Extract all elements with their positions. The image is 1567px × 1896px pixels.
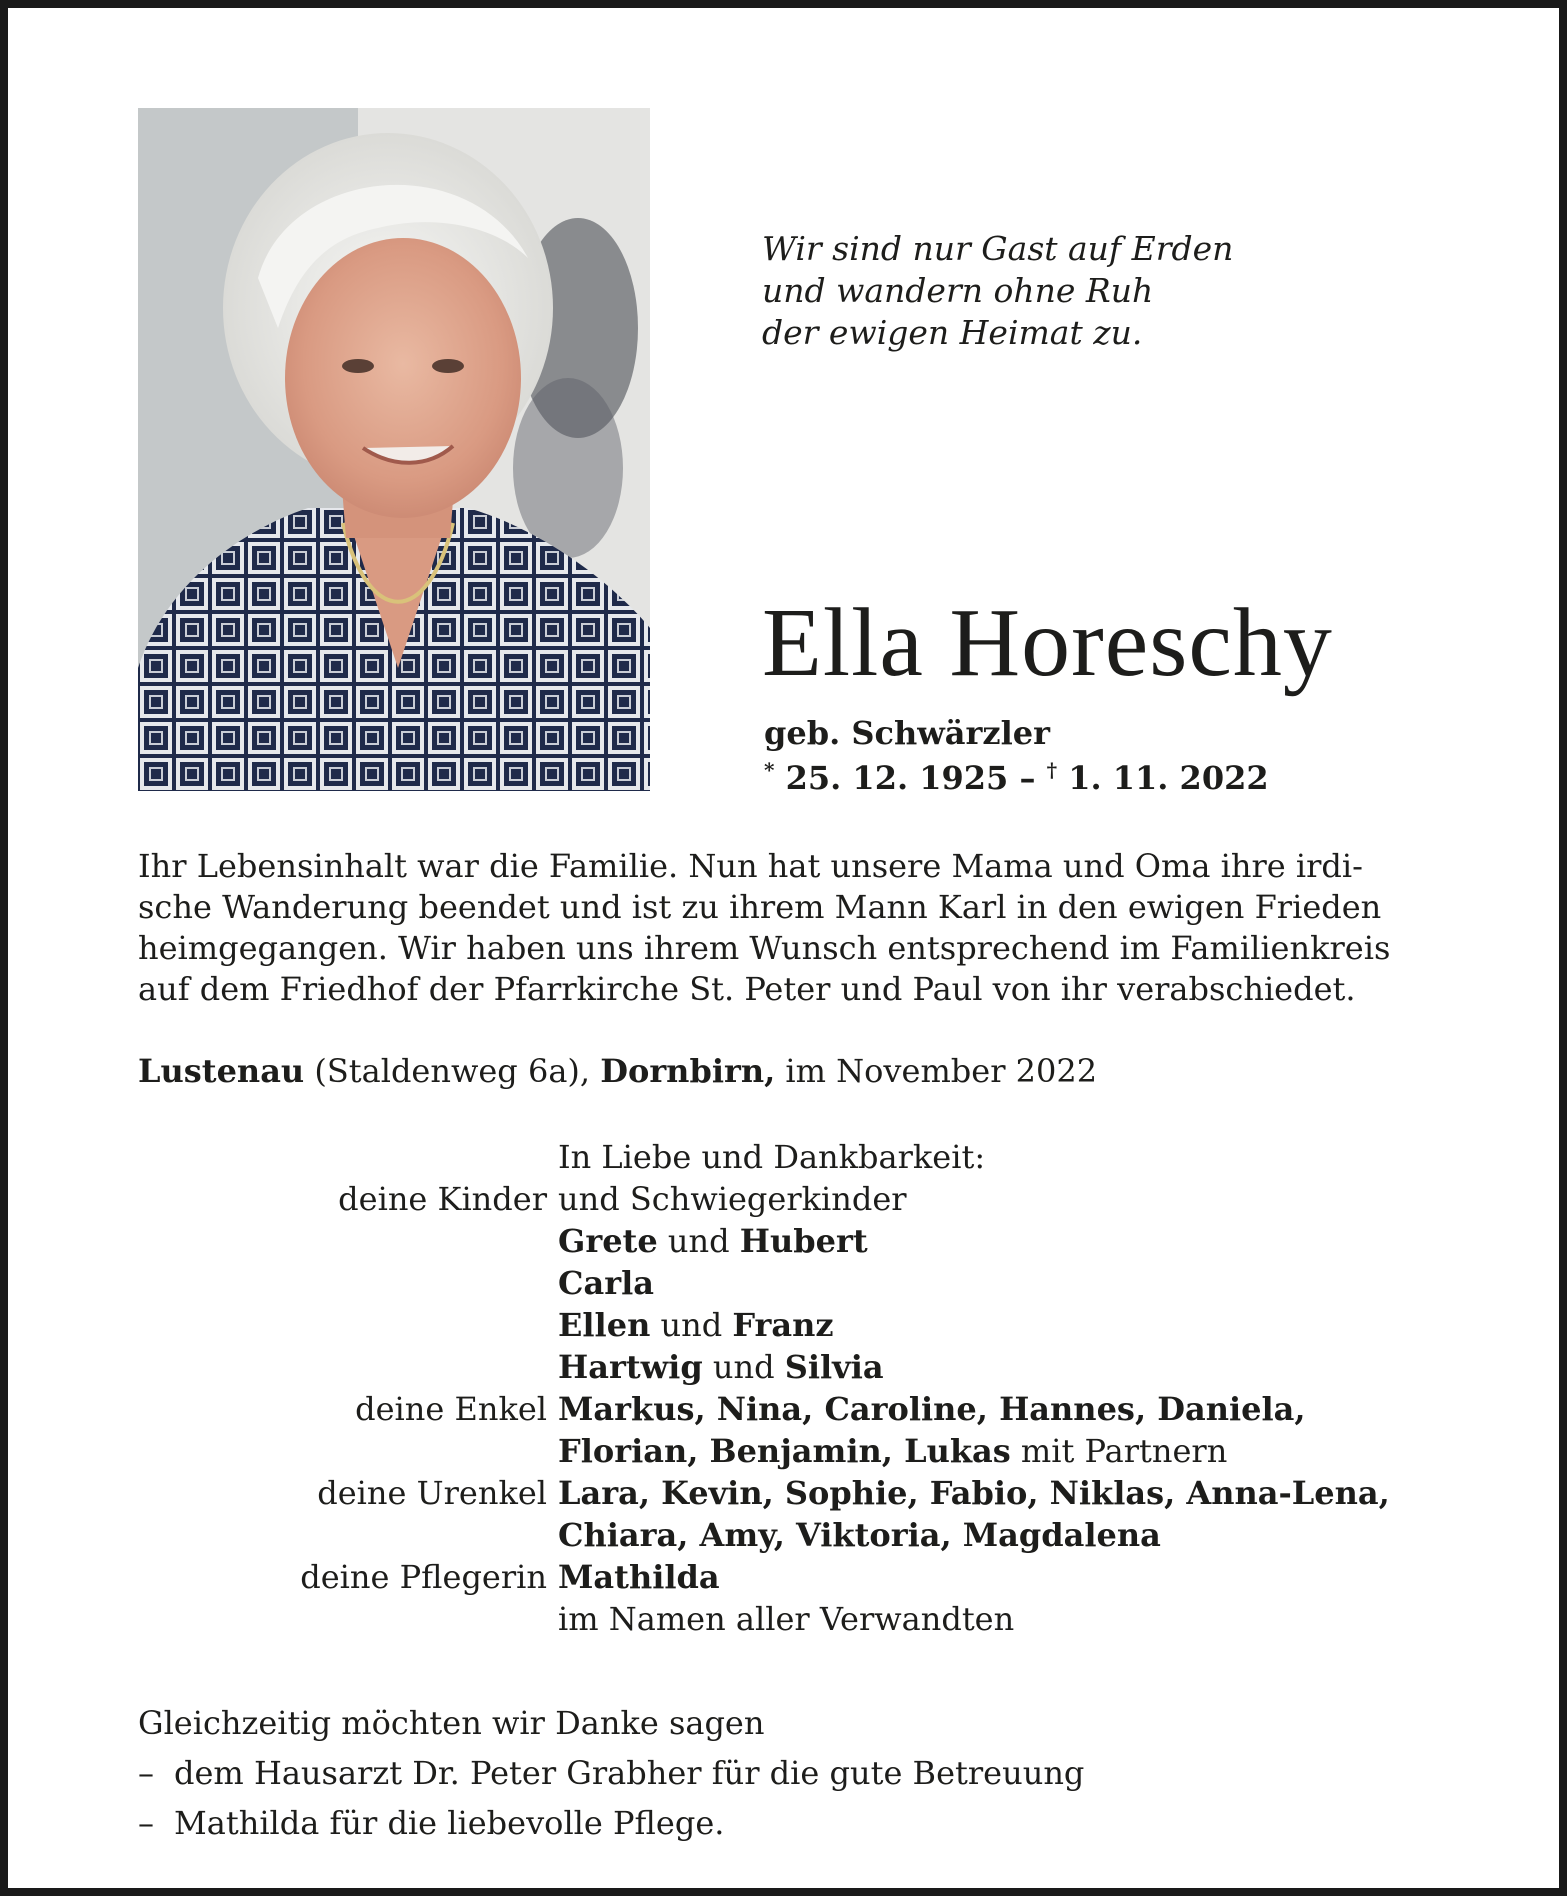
- poem: [762, 228, 1233, 354]
- birth-name: geb. Schwärzler: [764, 714, 1050, 752]
- conjunction: und: [657, 1222, 740, 1260]
- intro-line: sche Wanderung beendet und ist zu ihrem Mann Karl in den ewigen Frieden: [138, 888, 1382, 926]
- birth-date: 25. 12. 1925: [785, 759, 1009, 797]
- thanks-text: Mathilda für die liebevolle Pflege.: [174, 1804, 725, 1842]
- dash-bullet: –: [138, 1754, 154, 1792]
- grandchildren-names: Markus, Nina, Caroline, Hannes, Daniela,: [558, 1390, 1306, 1428]
- list-item: [8, 1262, 1567, 1304]
- grandchildren-label: deine Enkel: [355, 1390, 547, 1428]
- list-item: [8, 1220, 1567, 1262]
- poem-line: Wir sind nur Gast auf Erden: [762, 229, 1234, 268]
- portrait-photo: [138, 108, 650, 791]
- great-grandchildren-names-cont: Chiara, Amy, Viktoria, Magdalena: [558, 1516, 1161, 1554]
- place-date-line: [138, 1052, 1097, 1090]
- intro-line: heimgegangen. Wir haben uns ihrem Wunsch entsprechend im Familienkreis: [138, 929, 1391, 967]
- thanks-intro: Gleichzeitig möchten wir Danke sagen: [138, 1704, 765, 1742]
- person-name: Franz: [732, 1306, 834, 1344]
- closing-line: im Namen aller Verwandten: [558, 1600, 1015, 1638]
- death-symbol: †: [1046, 758, 1058, 782]
- poem-line: und wandern ohne Ruh: [762, 271, 1154, 310]
- list-item: [8, 1304, 1567, 1346]
- place-address: (Staldenweg 6a),: [304, 1052, 601, 1090]
- deceased-name: Ella Horeschy: [762, 589, 1333, 697]
- place-town-1: Lustenau: [138, 1052, 305, 1090]
- intro-line: auf dem Friedhof der Pfarrkirche St. Peter und Paul von ihr verabschiedet.: [138, 970, 1356, 1008]
- mourners-heading: In Liebe und Dankbarkeit:: [558, 1138, 986, 1176]
- grandchildren-names-cont: [558, 1430, 1227, 1472]
- caregiver-name: Mathilda: [558, 1558, 720, 1596]
- children-intro: und Schwiegerkinder: [558, 1180, 907, 1218]
- thanks-text: dem Hausarzt Dr. Peter Grabher für die gute Betreuung: [174, 1754, 1085, 1792]
- list-item: [8, 1598, 1567, 1640]
- person-names: Florian, Benjamin, Lukas: [558, 1432, 1011, 1470]
- caregiver-label: deine Pflegerin: [300, 1558, 547, 1596]
- person-name: Grete: [558, 1222, 658, 1260]
- thanks-section: [138, 1698, 1084, 1848]
- place-date: im November 2022: [775, 1052, 1098, 1090]
- place-town-2: Dornbirn,: [600, 1052, 776, 1090]
- list-item: [8, 1178, 1567, 1220]
- great-grandchildren-label: deine Urenkel: [317, 1474, 547, 1512]
- poem-line: der ewigen Heimat zu.: [762, 313, 1143, 352]
- list-item: [8, 1430, 1567, 1472]
- list-item: [138, 1798, 1084, 1848]
- person-name: Silvia: [784, 1348, 884, 1386]
- person-name: Carla: [558, 1264, 654, 1302]
- list-item: [8, 1514, 1567, 1556]
- list-item: [8, 1346, 1567, 1388]
- birth-symbol: *: [764, 758, 775, 782]
- death-date: 1. 11. 2022: [1068, 759, 1269, 797]
- life-dates: [764, 758, 1269, 797]
- mourners-list: [8, 1136, 1567, 1640]
- list-item: [8, 1136, 1567, 1178]
- couple-2: [558, 1304, 834, 1346]
- person-name: Hubert: [739, 1222, 868, 1260]
- list-item: [8, 1388, 1567, 1430]
- intro-line: Ihr Lebensinhalt war die Familie. Nun hat unsere Mama und Oma ihre irdi-: [138, 847, 1363, 885]
- list-item: [8, 1556, 1567, 1598]
- conjunction: und: [650, 1306, 733, 1344]
- children-label: deine Kinder: [338, 1180, 547, 1218]
- intro-paragraph: [138, 846, 1458, 1010]
- couple-1: [558, 1220, 868, 1262]
- list-item: [8, 1472, 1567, 1514]
- person-name: Ellen: [558, 1306, 651, 1344]
- list-item: [138, 1748, 1084, 1798]
- couple-3: [558, 1346, 884, 1388]
- person-name: Hartwig: [558, 1348, 703, 1386]
- conjunction: und: [702, 1348, 785, 1386]
- partners-note: mit Partnern: [1010, 1432, 1228, 1470]
- great-grandchildren-names: Lara, Kevin, Sophie, Fabio, Niklas, Anna-Lena,: [558, 1474, 1390, 1512]
- dash-bullet: –: [138, 1804, 154, 1842]
- date-separator: –: [1019, 759, 1036, 797]
